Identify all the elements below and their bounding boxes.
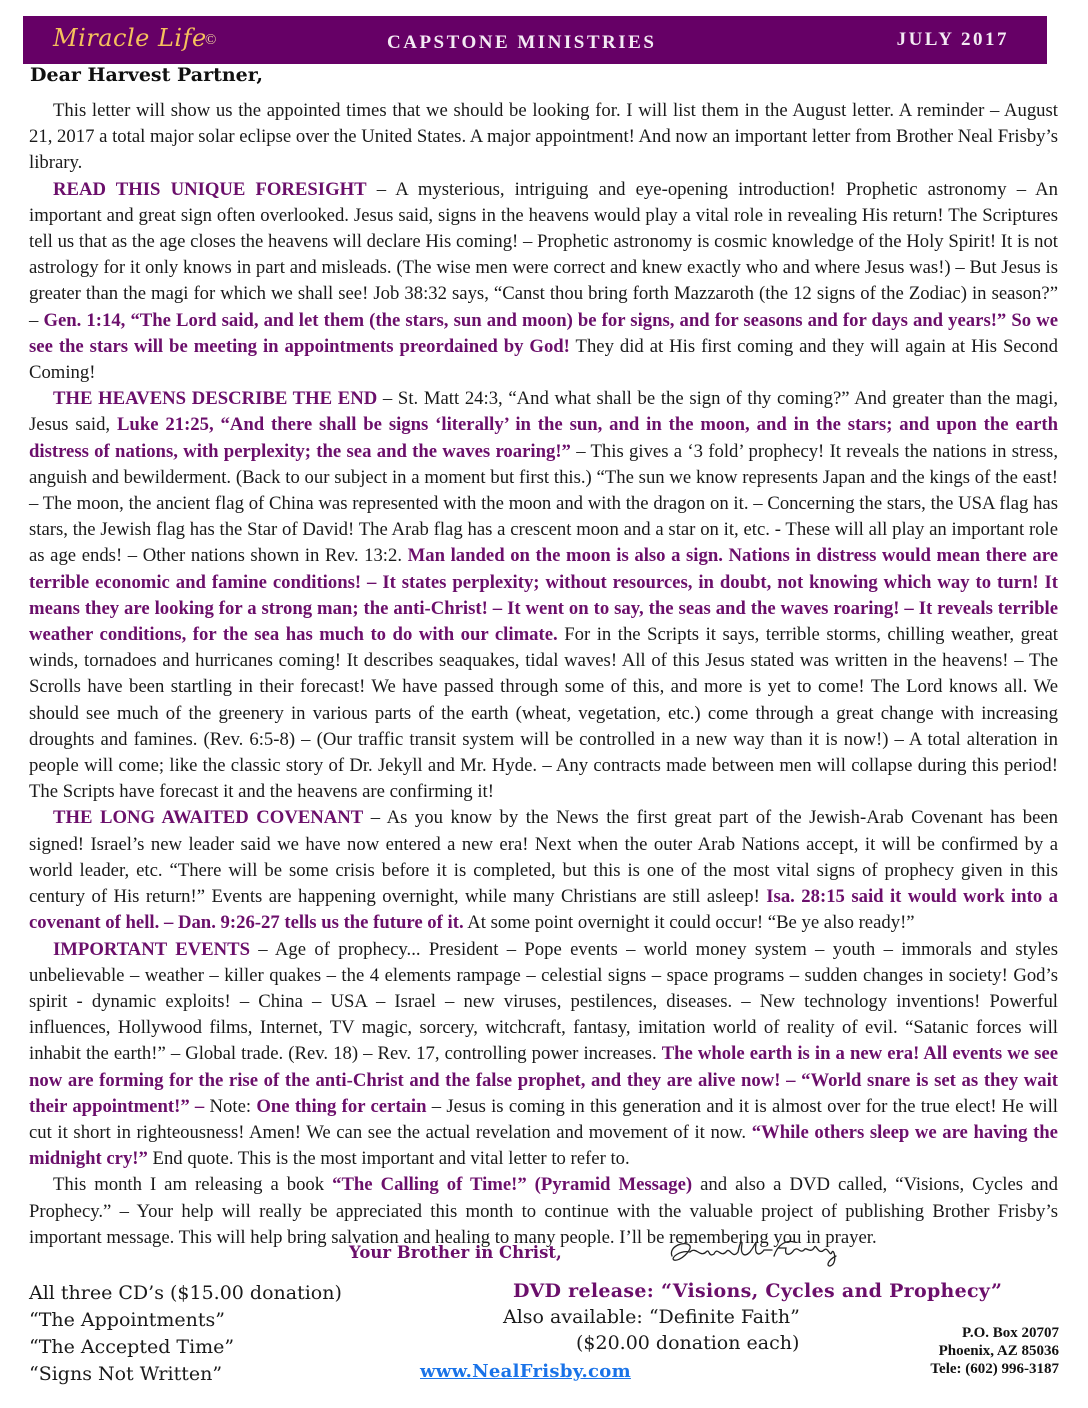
salutation: Dear Harvest Partner, (30, 64, 264, 86)
body-text: This letter will show us the appointed times that we should be looking for. I will list them in the August letter. A reminder – August 21, 2017 a total major solar eclipse over the United States. A major appointment! And now an important letter from Brother Neal Frisby’s library. (29, 100, 1058, 174)
letter-body (29, 98, 1058, 1251)
copyright-icon: © (205, 32, 217, 48)
body-text: – A mysterious, intriguing and eye-opening introduction! Prophetic astronomy – An important and great sign often overlooked. Jesus said, signs in the heavens would play a vital role in revealing His return! The Scriptures tell us that as the age closes the heavens will declare His coming! – Prophetic astronomy is cosmic knowledge of the Holy Spirit! It is not astrology for it only knows in part and misleads. (The wise men were correct and knew exactly who and where Jesus was!) – But Jesus is greater than the magi for which we shall see! Job 38:32 says, “Canst thou bring forth Mazzaroth (the 12 signs of the Zodiac) in season?” – (29, 178, 1059, 331)
body-text: – Jesus is coming in this generation and it is almost over for the true elect! He will cut it short in righteousness! Amen! We can see the actual revelation and movement of it now. (29, 1095, 1059, 1143)
city-state-zip: Phoenix, AZ 85036 (938, 1343, 1059, 1359)
po-box: P.O. Box 20707 (962, 1325, 1059, 1341)
highlighted-text: Luke 21:25, “And there shall be signs ‘literally’ in the sun, and in the moon, and in the stars; and upon the earth distress of nations, with perplexity; the sea and the waves roaring!” (29, 414, 1058, 462)
signature-image (660, 1234, 850, 1270)
body-text: This month I am releasing a book (53, 1174, 333, 1196)
body-text: They did at His first coming and they will again at His Second Coming! (29, 335, 1058, 384)
letter-paragraph (29, 937, 1058, 1173)
highlighted-text: The whole earth is in a new era! All events we see now are forming for the rise of the anti-Christ and the false prophet, and they are alive now! – “World snare is set as they wait their appointment!” – (29, 1043, 1058, 1117)
body-text: End quote. This is the most important and vital letter to refer to. (147, 1148, 630, 1170)
highlighted-text: THE HEAVENS DESCRIBE THE END (53, 388, 378, 410)
letter-paragraph (29, 805, 1058, 936)
issue-date: JULY 2017 (896, 29, 1009, 50)
dvd-release-title: DVD release: “Visions, Cycles and Prophecy” (513, 1280, 1003, 1302)
website-link[interactable]: www.NealFrisby.com (420, 1361, 631, 1382)
letter-paragraph (29, 1172, 1058, 1251)
cd-title: “Signs Not Written” (29, 1363, 223, 1385)
highlighted-text: “While others sleep we are having the midnight cry!” (29, 1121, 1058, 1170)
body-text: – As you know by the News the first great part of the Jewish-Arab Covenant has been signed! Israel’s new leader said we have now entered a new era! Next when the outer Arab Nations accept, it will be confirmed by a world leader, etc. “There will be some crisis before it is completed, but this is one of the most vital signs of prophecy given in this century of His return!” Events are happening overnight, while many Christians are still asleep! (29, 807, 1059, 908)
highlighted-text: IMPORTANT EVENTS (53, 938, 250, 960)
highlighted-text: Man landed on the moon is also a sign. Nations in distress would mean there are terrible economic and famine conditions! – It states perplexity; without resources, in doubt, not knowing which way to turn! It means they are looking for a strong man; the anti-Christ! – It went on to say, the seas and the waves roaring! – It reveals terrible weather conditions, for the sea has much to do with our climate. (29, 545, 1058, 646)
letter-paragraph (29, 177, 1058, 387)
cd-offer (29, 1280, 342, 1388)
mailing-address (930, 1324, 1059, 1378)
cd-title: “The Appointments” (29, 1309, 225, 1331)
masthead-band (23, 16, 1047, 64)
highlighted-text: Isa. 28:15 said it would work into a covenant of hell. – Dan. 9:26-27 tells us the future of it. (29, 886, 1058, 934)
highlighted-text: THE LONG AWAITED COVENANT (53, 807, 364, 829)
letter-paragraph (29, 98, 1058, 177)
body-text: and also a DVD called, “Visions, Cycles and Prophecy.” – Your help will really be appreciated this month to continue with the valuable project of publishing Brother Frisby’s important message. This will help bring salvation and healing to many people. I’ll be remembering you in prayer. (29, 1174, 1058, 1248)
organization-name: CAPSTONE MINISTRIES (387, 32, 657, 53)
phone-number: Tele: (602) 996-3187 (930, 1361, 1059, 1377)
highlighted-text: One thing for certain (256, 1095, 427, 1117)
brand-logo-text: Miracle Life (53, 24, 207, 52)
cd-offer-heading: All three CD’s ($15.00 donation) (29, 1282, 342, 1304)
letter-paragraph (29, 386, 1058, 805)
also-available: Also available: “Definite Faith” (503, 1306, 800, 1328)
body-text: – Age of prophecy... President – Pope events – world money system – youth – immorals and styles unbelievable – weather – killer quakes – the 4 elements rampage – celestial signs – space programs – sudden changes in society! God’s spirit - dynamic exploits! – China – USA – Israel – new viruses, pestilences, diseases. – New technology inventions! Powerful influences, Hollywood films, Internet, TV magic, sorcery, witchcraft, fantasy, imitation world of reality of evil. “Satanic forces will inhabit the earth!” – Global trade. (Rev. 18) – Rev. 17, controlling power increases. (29, 938, 1058, 1065)
body-text: – St. Matt 24:3, “And what shall be the sign of thy coming?” And greater than the magi, Jesus said, (29, 388, 1059, 436)
highlighted-text: “The Calling of Time!” (Pyramid Message) (332, 1174, 693, 1196)
body-text: Note: (204, 1095, 257, 1117)
closing-line: Your Brother in Christ, (349, 1243, 562, 1262)
highlighted-text: READ THIS UNIQUE FORESIGHT (53, 178, 367, 200)
body-text: – This gives a ‘3 fold’ prophecy! It reveals the nations in stress, anguish and bewilderment. (Back to our subject in a moment but first this.) “The sun we know represents Japan and the kings of the east! – The moon, the ancient flag of China was represented with the moon and with the dragon on it. – Concerning the stars, the USA flag has stars, the Jewish flag has the Star of David! The Arab flag has a crescent moon and a star on it, etc. - These will all play an important role as age ends! – Other nations shown in Rev. 13:2. (29, 440, 1058, 567)
cd-title: “The Accepted Time” (29, 1336, 235, 1358)
body-text: For in the Scripts it says, terrible storms, chilling weather, great winds, tornadoes and hurricanes coming! It describes seaquakes, tidal waves! All of this Jesus stated was written in the heavens! – The Scrolls have been startling in their forecast! We have passed through some of this, and more is yet to come! The Lord knows all. We should see much of the greenery in various parts of the earth (wheat, vegetation, etc.) come through a great change with increasing droughts and famines. (Rev. 6:5-8) – (Our traffic transit system will be controlled in a new way than it is now!) – A total alteration in people will come; like the classic story of Dr. Jekyll and Mr. Hyde. – Any contracts made between men will collapse during this period! The Scripts have forecast it and the heavens are confirming it! (29, 624, 1058, 803)
donation-price: ($20.00 donation each) (576, 1332, 800, 1354)
highlighted-text: Gen. 1:14, “The Lord said, and let them (the stars, sun and moon) be for signs, and for seasons and for days and years!” So we see the stars will be meeting in appointments preordained by God! (29, 309, 1058, 357)
body-text: At some point overnight it could occur! “Be ye also ready!” (463, 912, 915, 934)
